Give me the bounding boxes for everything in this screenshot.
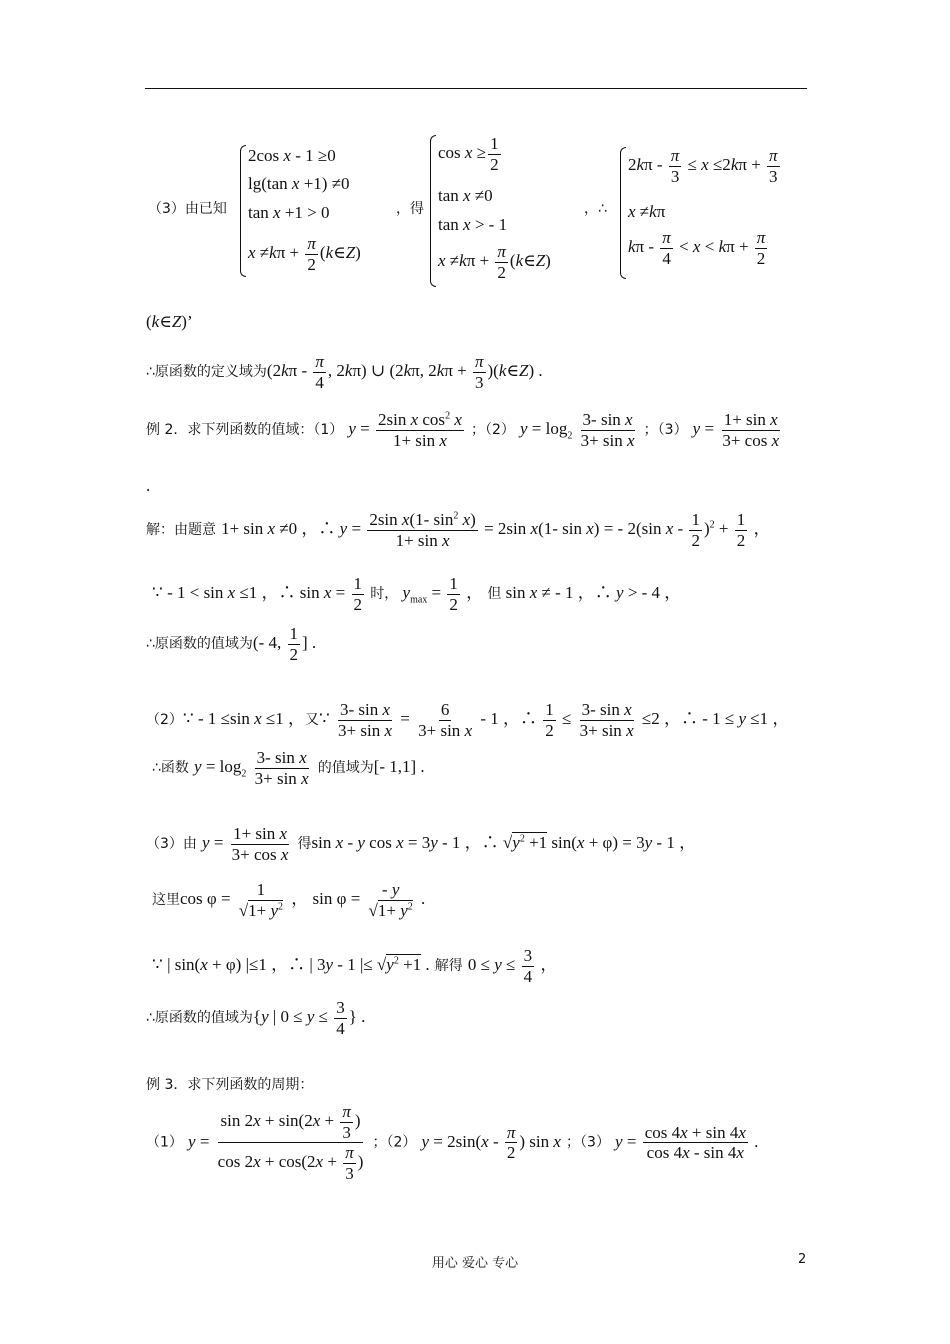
ex3-questions: （1） y = sin 2x + sin(2x + $\frac{\pi}{3}$ ) cos 2x + cos(2x + $\frac{\pi}{3}$ ) ；（2） y = 2sin(x - $\frac{\pi}{2}$ ) sin x ；（3） y = $\frac{\cos 4x + \sin 4x}{\cos 4x - \sin 4x}$ . bbox=[146, 1102, 759, 1183]
ex2-sol2b: ∴函数 $y = \log_2$ $\frac{\text{3- sin x}}{\text{3+ sin x}}$ 的值域为[- 1,1] . bbox=[152, 748, 425, 788]
ex2-sol3d: ∴原函数的值域为{y | 0 ≤ y ≤ $\frac{3}{4}$ } . bbox=[146, 998, 366, 1038]
ex2-sol3b: 这里cos φ = $\frac{1}{√1+ y^2}$ ， sin φ = $\frac{- y}{√1+ y^2}$ . bbox=[152, 880, 426, 920]
ex2-sol1c: ∴原函数的值域为(- 4, $\frac{1}{2}$ ] . bbox=[146, 624, 317, 664]
ex1-conclusion: ∴原函数的定义域为(2kπ - $\frac{\pi}{4}$ , 2kπ) ∪ (2kπ, 2kπ + $\frac{\pi}{3}$ )(k∈Z) . bbox=[146, 352, 543, 392]
ex1-part3-label: （3）由已知 bbox=[148, 201, 227, 217]
system1-brace bbox=[240, 145, 246, 277]
ex2-title-line: 例 2．求下列函数的值域：（1） y = $\frac{2\sin x \cos^2 x}{\text{1+ sin x}}$ ；（2） $y = \log_2$ $\frac{\text{3- sin x}}{\text{3+ sin x}}$ ；（3） y = $\frac{\text{1+ sin x}}{\text{3+ cos x}}$ bbox=[146, 410, 780, 450]
ex2-sol1: 解：由题意 1+ sin x ≠0 ，∴ y = $\frac{2\sin x(1- \sin^2 x)}{\text{1+ sin x}}$ = 2sin x(1- sin x) = - 2(sin x - $\frac{1}{2}$ )$^2$ + $\frac{1}{2}$ ， bbox=[146, 510, 771, 550]
system3-brace bbox=[620, 147, 626, 279]
ex2-sol3a: （3）由 y = $\frac{\text{1+ sin x}}{\text{3+ cos x}}$ 得sin x - y cos x = 3y - 1 ，∴ $√y^2 +1$ sin(x + φ) = 3y - 1 ， bbox=[146, 824, 697, 864]
system2-brace bbox=[430, 135, 436, 287]
ex1-tail: (k∈Z)’ bbox=[146, 312, 193, 331]
page-number: 2 bbox=[798, 1252, 807, 1267]
ex1-therefore: ，∴ bbox=[584, 201, 607, 217]
header-rule bbox=[145, 88, 807, 89]
ex2-sol3c: ∵ | sin(x + φ) |≤1 ，∴ | 3y - 1 |≤ $√y^2 +1$ . 解得 0 ≤ y ≤ $\frac{3}{4}$ ， bbox=[152, 946, 558, 986]
ex2-dot: . bbox=[146, 476, 151, 495]
ex2-sol1b: ∵ - 1 < sin x ≤1 ，∴ sin x = $\frac{1}{2}$ 时， $y_{max}$ = $\frac{1}{2}$ ， 但 sin x ≠ - 1 ，∴ y > - 4 ， bbox=[152, 574, 682, 614]
page-footer: 用心 爱心 专心 bbox=[431, 1256, 519, 1271]
ex1-get: ，得 bbox=[396, 201, 424, 217]
ex2-sol2a: （2）∵ - 1 ≤sin x ≤1 ，又∵ $\frac{\text{3- sin x}}{\text{3+ sin x}}$ = $\frac{6}{\text{3+ sin x}}$ - 1 ，∴ $\frac{1}{2}$ ≤ $\frac{\text{3- sin x}}{\text{3+ sin x}}$ ≤2 ，∴ - 1 ≤ y ≤1 ， bbox=[146, 700, 790, 740]
ex3-title: 例 3．求下列函数的周期： bbox=[146, 1077, 314, 1093]
